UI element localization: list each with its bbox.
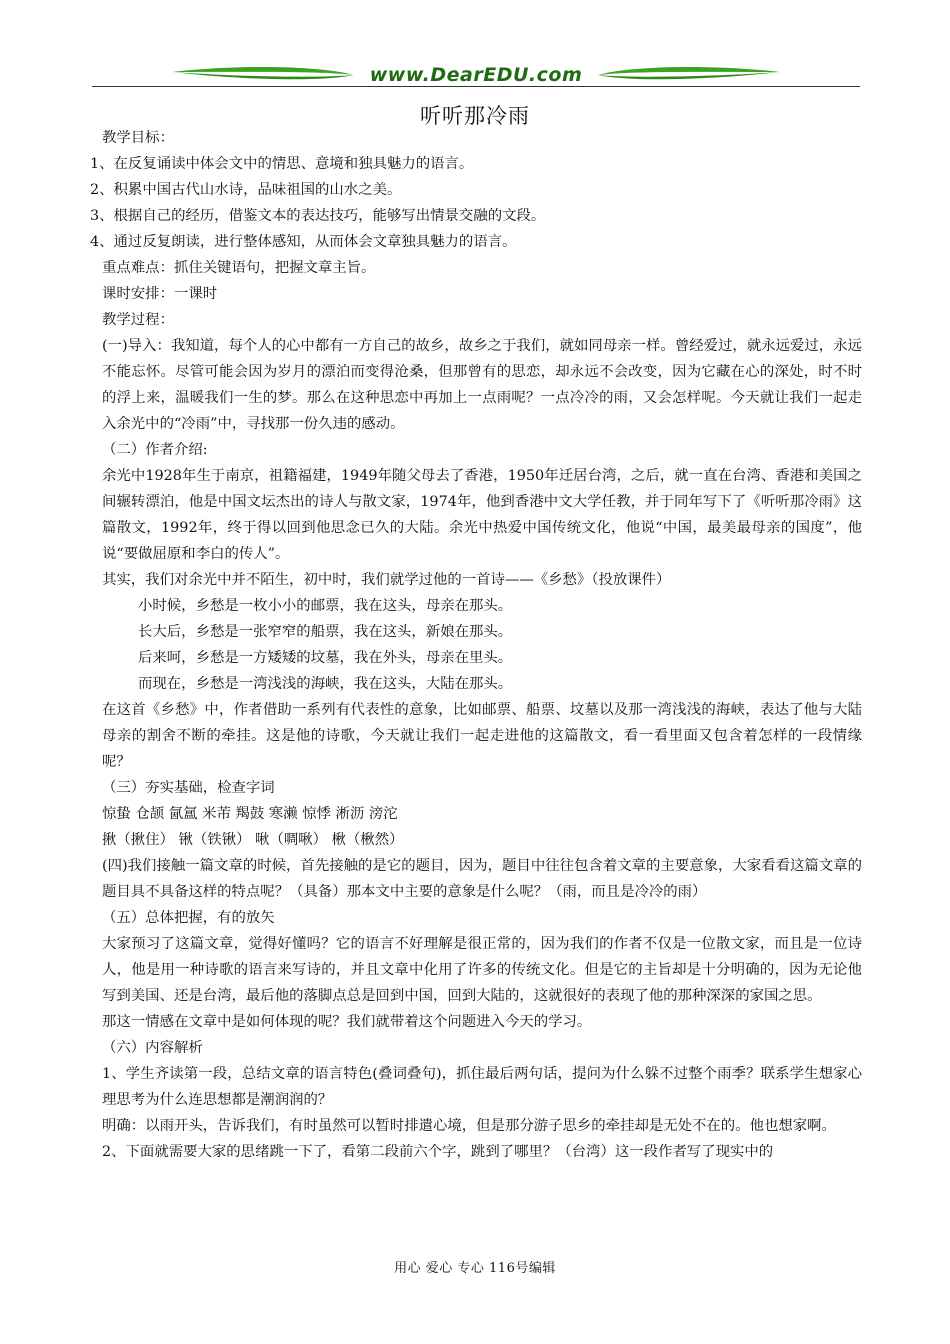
paragraph: 大家预习了这篇文章，觉得好懂吗？它的语言不好理解是很正常的，因为我们的作者不仅是一位散文家，而且是一位诗人，他是用一种诗歌的语言来写诗的，并且文章中化用了许多的传统文化。但是它的主旨却是十分明确的，因为无论他写到美国、还是台湾，最后他的落脚点总是回到中国，回到大陆的，这就很好的表现了他的那种深深的家国之思。 <box>102 936 862 1004</box>
schedule: 课时安排：一课时 <box>102 286 218 302</box>
objective-item: 4、通过反复朗读，进行整体感知，从而体会文章独具魅力的语言。 <box>90 234 517 250</box>
poem-line: 而现在，乡愁是一湾浅浅的海峡，我在这头，大陆在那头。 <box>138 676 513 692</box>
process-heading: 教学过程： <box>102 312 174 328</box>
section-heading: （六）内容解析 <box>102 1040 203 1056</box>
page-footer: 用心 爱心 专心 116号编辑 <box>394 1261 556 1276</box>
vocab-line: 惊蛰 仓颉 氤氲 米芾 羯鼓 寒濑 惊悸 淅沥 滂沱 <box>102 806 398 822</box>
paragraph: 那这一情感在文章中是如何体现的呢？我们就带着这个问题进入今天的学习。 <box>102 1014 592 1030</box>
header-divider <box>92 86 860 87</box>
vocab-line: 揪（揪住） 锹（铁锹） 啾（啁啾） 楸（楸然） <box>102 832 404 848</box>
paragraph: 1、学生齐读第一段，总结文章的语言特色(叠词叠句)，抓住最后两句话，提问为什么躲不过整个雨季？联系学生想家心理思考为什么连思想都是潮润润的？ <box>102 1066 862 1108</box>
paragraph: 其实，我们对余光中并不陌生，初中时，我们就学过他的一首诗——《乡愁》（投放课件） <box>102 572 671 588</box>
section-heading: （五）总体把握，有的放矢 <box>102 910 275 926</box>
objective-item: 2、积累中国古代山水诗，品味祖国的山水之美。 <box>90 182 402 198</box>
site-logo-text[interactable]: www.DearEDU.com <box>369 64 583 86</box>
paragraph: (四)我们接触一篇文章的时候，首先接触的是它的题目，因为，题目中往往包含着文章的主要意象，大家看看这篇文章的题目具不具备这样的特点呢？（具备）那本文中主要的意象是什么呢？（雨，而且是冷冷的雨） <box>102 858 862 900</box>
paragraph: 2、下面就需要大家的思绪跳一下了，看第二段前六个字，跳到了哪里？（台湾）这一段作者写了现实中的 <box>102 1144 774 1160</box>
poem-line: 后来呵，乡愁是一方矮矮的坟墓，我在外头，母亲在里头。 <box>138 650 513 666</box>
poem-line: 长大后，乡愁是一张窄窄的船票，我在这头，新娘在那头。 <box>138 624 513 640</box>
objectives-heading: 教学目标： <box>102 130 174 146</box>
section-heading: （二）作者介绍: <box>102 442 208 458</box>
author-intro: 余光中1928年生于南京，祖籍福建，1949年随父母去了香港，1950年迁居台湾，之后，就一直在台湾、香港和美国之间辗转漂泊，他是中国文坛杰出的诗人与散文家，1974年，他到香港中文大学任教，并于同年写下了《听听那冷雨》这篇散文，1992年，终于得以回到他思念已久的大陆。余光中热爱中国传统文化，他说“中国，最美最母亲的国度”，他说“要做屈原和李白的传人”。 <box>102 468 862 562</box>
section-heading: （三）夯实基础，检查字词 <box>102 780 275 796</box>
document-body <box>90 125 862 1165</box>
key-points: 重点难点：抓住关键语句，把握文章主旨。 <box>102 260 376 276</box>
objective-item: 1、在反复诵读中体会文中的情思、意境和独具魅力的语言。 <box>90 156 474 172</box>
document-title: 听听那冷雨 <box>420 104 530 128</box>
section-intro: (一)导入：我知道，每个人的心中都有一方自己的故乡，故乡之于我们，就如同母亲一样。曾经爱过，就永远爱过，永远不能忘怀。尽管可能会因为岁月的漂泊而变得沧桑，但那曾有的思恋，却永远不会改变，因为它藏在心的深处，时不时的浮上来，温暖我们一生的梦。那么在这种思恋中再加上一点雨呢？一点冷冷的雨，又会怎样呢。今天就让我们一起走入余光中的“冷雨”中，寻找那一份久违的感动。 <box>102 338 862 432</box>
paragraph: 明确：以雨开头，告诉我们，有时虽然可以暂时排遣心境，但是那分游子思乡的牵挂却是无处不在的。他也想家啊。 <box>102 1118 836 1134</box>
paragraph: 在这首《乡愁》中，作者借助一系列有代表性的意象，比如邮票、船票、坟墓以及那一湾浅浅的海峡，表达了他与大陆母亲的割舍不断的牵挂。这是他的诗歌，今天就让我们一起走进他的这篇散文，看一看里面又包含着怎样的一段情缘呢？ <box>102 702 862 770</box>
poem-line: 小时候，乡愁是一枚小小的邮票，我在这头，母亲在那头。 <box>138 598 513 614</box>
objective-item: 3、根据自己的经历，借鉴文本的表达技巧，能够写出情景交融的文段。 <box>90 208 546 224</box>
